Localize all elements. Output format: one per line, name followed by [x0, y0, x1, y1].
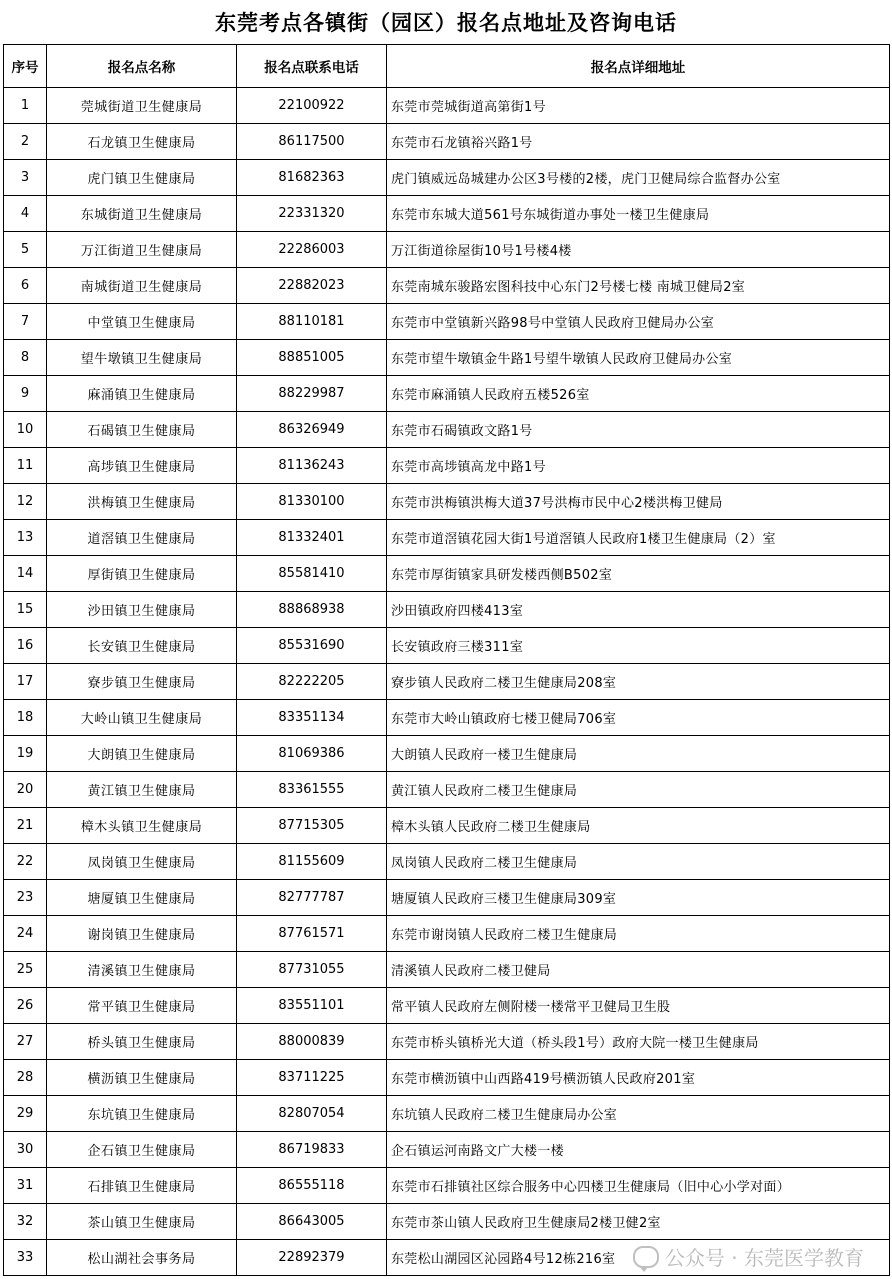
cell-no: 12 — [4, 484, 47, 520]
cell-phone: 87715305 — [237, 808, 387, 844]
cell-address: 寮步镇人民政府二楼卫生健康局208室 — [387, 664, 890, 700]
header-address: 报名点详细地址 — [387, 45, 890, 88]
cell-name: 清溪镇卫生健康局 — [47, 952, 237, 988]
cell-name: 桥头镇卫生健康局 — [47, 1024, 237, 1060]
cell-name: 望牛墩镇卫生健康局 — [47, 340, 237, 376]
cell-address: 东莞市麻涌镇人民政府五楼526室 — [387, 376, 890, 412]
cell-name: 企石镇卫生健康局 — [47, 1132, 237, 1168]
cell-address: 东莞市石排镇社区综合服务中心四楼卫生健康局（旧中心小学对面） — [387, 1168, 890, 1204]
cell-no: 1 — [4, 88, 47, 124]
cell-no: 33 — [4, 1240, 47, 1276]
table-row — [4, 448, 890, 484]
cell-no: 28 — [4, 1060, 47, 1096]
table-row — [4, 484, 890, 520]
cell-phone: 82807054 — [237, 1096, 387, 1132]
cell-name: 东城街道卫生健康局 — [47, 196, 237, 232]
table-row — [4, 1132, 890, 1168]
cell-no: 27 — [4, 1024, 47, 1060]
cell-name: 横沥镇卫生健康局 — [47, 1060, 237, 1096]
cell-address: 虎门镇威远岛城建办公区3号楼的2楼，虎门卫健局综合监督办公室 — [387, 160, 890, 196]
cell-phone: 82222205 — [237, 664, 387, 700]
cell-address: 清溪镇人民政府二楼卫健局 — [387, 952, 890, 988]
cell-name: 大岭山镇卫生健康局 — [47, 700, 237, 736]
cell-address: 东莞市桥头镇桥光大道（桥头段1号）政府大院一楼卫生健康局 — [387, 1024, 890, 1060]
cell-address: 樟木头镇人民政府二楼卫生健康局 — [387, 808, 890, 844]
cell-no: 11 — [4, 448, 47, 484]
table-row — [4, 160, 890, 196]
table-row — [4, 916, 890, 952]
cell-no: 25 — [4, 952, 47, 988]
watermark-text: 公众号 · 东莞医学教育 — [664, 1246, 864, 1270]
cell-phone: 83711225 — [237, 1060, 387, 1096]
cell-no: 20 — [4, 772, 47, 808]
cell-phone: 22100922 — [237, 88, 387, 124]
cell-address: 凤岗镇人民政府二楼卫生健康局 — [387, 844, 890, 880]
cell-phone: 83351134 — [237, 700, 387, 736]
cell-phone: 81136243 — [237, 448, 387, 484]
cell-no: 24 — [4, 916, 47, 952]
cell-address: 大朗镇人民政府一楼卫生健康局 — [387, 736, 890, 772]
cell-address: 东莞市高埗镇高龙中路1号 — [387, 448, 890, 484]
cell-name: 莞城街道卫生健康局 — [47, 88, 237, 124]
cell-address: 东莞市望牛墩镇金牛路1号望牛墩镇人民政府卫健局办公室 — [387, 340, 890, 376]
cell-phone: 22892379 — [237, 1240, 387, 1276]
table-body — [4, 88, 890, 1276]
cell-phone: 81330100 — [237, 484, 387, 520]
cell-phone: 86326949 — [237, 412, 387, 448]
cell-name: 长安镇卫生健康局 — [47, 628, 237, 664]
cell-no: 3 — [4, 160, 47, 196]
table-row — [4, 340, 890, 376]
header-no: 序号 — [4, 45, 47, 88]
header-name: 报名点名称 — [47, 45, 237, 88]
table-row — [4, 304, 890, 340]
cell-address: 沙田镇政府四楼413室 — [387, 592, 890, 628]
cell-no: 2 — [4, 124, 47, 160]
table-row — [4, 700, 890, 736]
cell-phone: 22286003 — [237, 232, 387, 268]
cell-no: 31 — [4, 1168, 47, 1204]
cell-name: 沙田镇卫生健康局 — [47, 592, 237, 628]
cell-name: 樟木头镇卫生健康局 — [47, 808, 237, 844]
table-row — [4, 124, 890, 160]
table-row — [4, 88, 890, 124]
cell-phone: 82777787 — [237, 880, 387, 916]
cell-address: 东莞市大岭山镇政府七楼卫健局706室 — [387, 700, 890, 736]
table-row — [4, 628, 890, 664]
cell-name: 东坑镇卫生健康局 — [47, 1096, 237, 1132]
document-title: 东莞考点各镇街（园区）报名点地址及咨询电话 — [215, 10, 677, 35]
cell-address: 东莞市洪梅镇洪梅大道37号洪梅市民中心2楼洪梅卫健局 — [387, 484, 890, 520]
table-row — [4, 1168, 890, 1204]
cell-phone: 81069386 — [237, 736, 387, 772]
cell-name: 洪梅镇卫生健康局 — [47, 484, 237, 520]
cell-phone: 85531690 — [237, 628, 387, 664]
header-phone: 报名点联系电话 — [237, 45, 387, 88]
cell-no: 15 — [4, 592, 47, 628]
cell-phone: 86555118 — [237, 1168, 387, 1204]
cell-no: 17 — [4, 664, 47, 700]
cell-no: 18 — [4, 700, 47, 736]
table-row — [4, 736, 890, 772]
cell-no: 6 — [4, 268, 47, 304]
table-row — [4, 808, 890, 844]
cell-name: 高埗镇卫生健康局 — [47, 448, 237, 484]
cell-address: 东莞市中堂镇新兴路98号中堂镇人民政府卫健局办公室 — [387, 304, 890, 340]
cell-phone: 83361555 — [237, 772, 387, 808]
registration-table — [3, 44, 890, 1276]
table-row — [4, 268, 890, 304]
cell-name: 松山湖社会事务局 — [47, 1240, 237, 1276]
cell-phone: 88110181 — [237, 304, 387, 340]
table-row — [4, 844, 890, 880]
cell-address: 东莞市茶山镇人民政府卫生健康局2楼卫健2室 — [387, 1204, 890, 1240]
table-row — [4, 232, 890, 268]
cell-phone: 86643005 — [237, 1204, 387, 1240]
table-row — [4, 556, 890, 592]
cell-no: 29 — [4, 1096, 47, 1132]
cell-address: 东莞市石龙镇裕兴路1号 — [387, 124, 890, 160]
cell-name: 常平镇卫生健康局 — [47, 988, 237, 1024]
cell-name: 谢岗镇卫生健康局 — [47, 916, 237, 952]
cell-name: 南城街道卫生健康局 — [47, 268, 237, 304]
cell-address: 万江街道徐屋街10号1号楼4楼 — [387, 232, 890, 268]
table-row — [4, 196, 890, 232]
cell-no: 32 — [4, 1204, 47, 1240]
cell-name: 石排镇卫生健康局 — [47, 1168, 237, 1204]
cell-no: 23 — [4, 880, 47, 916]
cell-phone: 22882023 — [237, 268, 387, 304]
cell-name: 石龙镇卫生健康局 — [47, 124, 237, 160]
cell-no: 30 — [4, 1132, 47, 1168]
table-row — [4, 664, 890, 700]
cell-address: 东莞市石碣镇政文路1号 — [387, 412, 890, 448]
cell-name: 石碣镇卫生健康局 — [47, 412, 237, 448]
cell-address: 东莞市厚街镇家具研发楼西侧B502室 — [387, 556, 890, 592]
table-row — [4, 1024, 890, 1060]
table-header-row — [4, 45, 890, 88]
cell-phone: 87761571 — [237, 916, 387, 952]
table-row — [4, 520, 890, 556]
cell-address: 长安镇政府三楼311室 — [387, 628, 890, 664]
cell-no: 7 — [4, 304, 47, 340]
cell-no: 5 — [4, 232, 47, 268]
cell-phone: 22331320 — [237, 196, 387, 232]
table-row — [4, 880, 890, 916]
cell-address: 东莞市道滘镇花园大街1号道滘镇人民政府1楼卫生健康局（2）室 — [387, 520, 890, 556]
cell-name: 麻涌镇卫生健康局 — [47, 376, 237, 412]
cell-phone: 81682363 — [237, 160, 387, 196]
cell-no: 16 — [4, 628, 47, 664]
cell-name: 大朗镇卫生健康局 — [47, 736, 237, 772]
cell-phone: 88851005 — [237, 340, 387, 376]
cell-name: 厚街镇卫生健康局 — [47, 556, 237, 592]
cell-no: 21 — [4, 808, 47, 844]
cell-name: 茶山镇卫生健康局 — [47, 1204, 237, 1240]
cell-no: 8 — [4, 340, 47, 376]
table-row — [4, 988, 890, 1024]
cell-address: 企石镇运河南路文广大楼一楼 — [387, 1132, 890, 1168]
cell-address: 东莞市东城大道561号东城街道办事处一楼卫生健康局 — [387, 196, 890, 232]
cell-address: 东坑镇人民政府二楼卫生健康局办公室 — [387, 1096, 890, 1132]
cell-address: 常平镇人民政府左侧附楼一楼常平卫健局卫生股 — [387, 988, 890, 1024]
cell-phone: 85581410 — [237, 556, 387, 592]
table-row — [4, 772, 890, 808]
cell-address: 东莞松山湖园区沁园路4号12栋216室 — [387, 1240, 890, 1276]
cell-address: 东莞市莞城街道高第街1号 — [387, 88, 890, 124]
cell-name: 寮步镇卫生健康局 — [47, 664, 237, 700]
wechat-icon — [633, 1246, 659, 1268]
cell-name: 万江街道卫生健康局 — [47, 232, 237, 268]
cell-phone: 87731055 — [237, 952, 387, 988]
table-row — [4, 1060, 890, 1096]
cell-no: 19 — [4, 736, 47, 772]
table-row — [4, 952, 890, 988]
cell-address: 东莞南城东骏路宏图科技中心东门2号楼七楼 南城卫健局2室 — [387, 268, 890, 304]
table-row — [4, 1204, 890, 1240]
cell-phone: 86719833 — [237, 1132, 387, 1168]
cell-phone: 88000839 — [237, 1024, 387, 1060]
cell-no: 26 — [4, 988, 47, 1024]
cell-name: 黄江镇卫生健康局 — [47, 772, 237, 808]
wechat-watermark — [633, 1242, 864, 1271]
cell-no: 9 — [4, 376, 47, 412]
cell-phone: 86117500 — [237, 124, 387, 160]
table-row — [4, 376, 890, 412]
cell-phone: 81155609 — [237, 844, 387, 880]
cell-name: 道滘镇卫生健康局 — [47, 520, 237, 556]
cell-phone: 81332401 — [237, 520, 387, 556]
cell-phone: 83551101 — [237, 988, 387, 1024]
cell-no: 14 — [4, 556, 47, 592]
table-row — [4, 412, 890, 448]
cell-address: 塘厦镇人民政府三楼卫生健康局309室 — [387, 880, 890, 916]
cell-no: 22 — [4, 844, 47, 880]
cell-phone: 88229987 — [237, 376, 387, 412]
cell-address: 东莞市谢岗镇人民政府二楼卫生健康局 — [387, 916, 890, 952]
cell-name: 虎门镇卫生健康局 — [47, 160, 237, 196]
cell-no: 4 — [4, 196, 47, 232]
cell-phone: 88868938 — [237, 592, 387, 628]
cell-address: 黄江镇人民政府二楼卫生健康局 — [387, 772, 890, 808]
cell-name: 凤岗镇卫生健康局 — [47, 844, 237, 880]
table-row — [4, 1096, 890, 1132]
cell-name: 塘厦镇卫生健康局 — [47, 880, 237, 916]
cell-name: 中堂镇卫生健康局 — [47, 304, 237, 340]
cell-no: 10 — [4, 412, 47, 448]
cell-no: 13 — [4, 520, 47, 556]
table-row — [4, 592, 890, 628]
cell-address: 东莞市横沥镇中山西路419号横沥镇人民政府201室 — [387, 1060, 890, 1096]
